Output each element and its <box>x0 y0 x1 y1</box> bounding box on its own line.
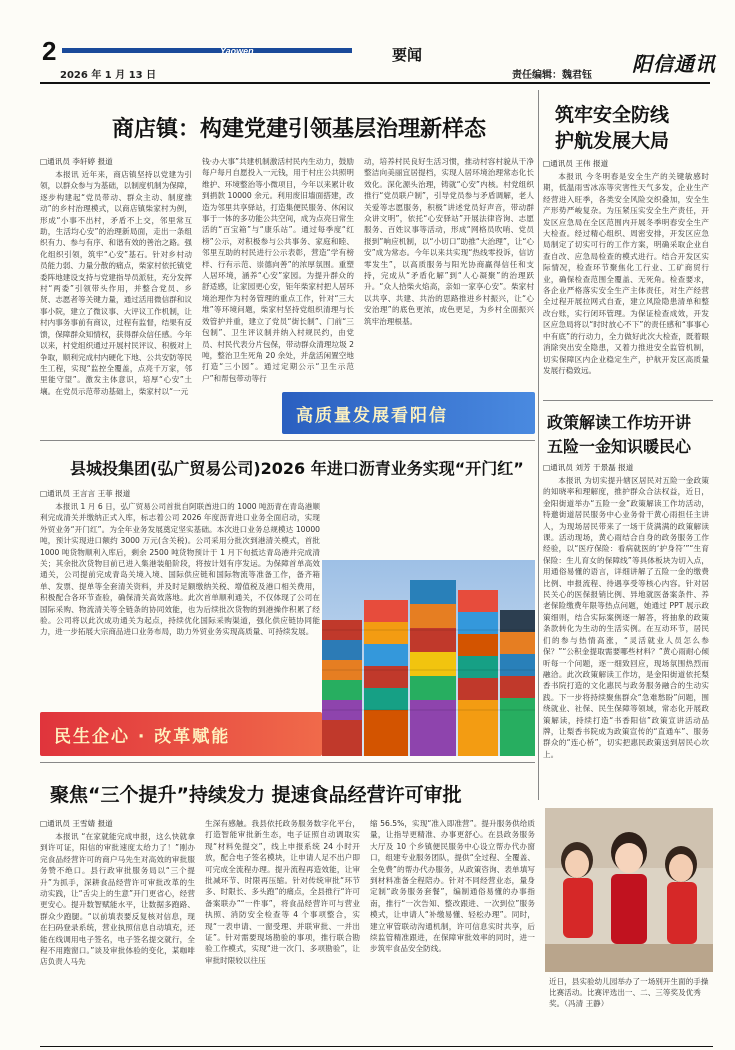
article-column-2 <box>202 156 354 383</box>
article-column <box>543 158 709 394</box>
section-divider <box>40 762 535 763</box>
paper-masthead: 阳信通讯 <box>632 52 716 76</box>
article-policy-workshop <box>543 404 713 804</box>
header-divider <box>40 82 710 84</box>
article-body <box>543 475 709 760</box>
article-body <box>543 171 709 376</box>
article-column-3 <box>364 156 534 388</box>
article-column-3 <box>370 818 535 1050</box>
paragraph: 缩 56.5%，实现“准入即准营”。提升服务供给质量，让指导更精准、办事更舒心。在县政务服务大厅及 10 个乡镇便民服务中心设立帮办代办窗口，组建专业服务团队，提供“全过程、全覆盖、全免费”的帮办代办服务，从政策咨询、表单填写到材料准备全程陪办。针对不同经营业态，量身定制“政务服务套餐”，编制通俗易懂的办事指南，推行“一次告知、整改跟进、一次到位”服务模式，让申请人“补缴易懂、轻松办理”。同时，建立审管联动沟通机制，许可信息实时共享，后续监管精准跟进，在保障审批效率的同时，进一步筑牢食品安全防线。 <box>370 819 535 954</box>
article-byline: □通讯员 王雪婧 报道 <box>40 819 113 828</box>
banner-quality-development <box>282 392 535 434</box>
banner-text: 民生企心 · 改革赋能 <box>54 727 231 747</box>
issue-date: 2026 年 1 月 13 日 <box>60 70 157 81</box>
article-body <box>205 818 360 966</box>
paragraph: 钱·办大事”共建机制激活村民内生动力，鼓励每户每月自愿投入一元钱，用于村庄公共照明维护、环境整治等小微项目，今年以来累计收到捐款 10000 余元。利用废旧墙面搭建，改造为邻里共享驿站，打造集便民服务、休闲议事于一体的多功能公共空间，成为点亮日常生活的“百宝箱”与“康乐站”。通过每季度“红榜”公示，对积极参与公共事务、家庭和睦、邻里互助的村民进行公示表彰，营造“学有榜样、行有示范、崇德向善”的浓厚氛围。重塑人居环境，涵养“心安”家园。为提升群众的舒适感，让家园更心安，钜年柴家村把人居环境治理作为村务管理的重点工作，针对“三大堆”等环境问题，柴家村坚持党组织清理与长效管护并重，建立了党员“街长制”、门前“三包制”、卫生评议制并纳入村规民约，由党员、村民代表分片包保，带动群众清理垃圾 2 吨，整治卫生死角 20 余处，并盘活闲置空地打造“三小园”。通过定期公示“卫生示范户”和帮包带动等行 <box>202 157 354 383</box>
article-title-line-2: 五险一金知识暖民心 <box>547 437 692 456</box>
paragraph: 动，培养村民良好生活习惯，推动村容村貌从干净整洁向美丽宜居提档，实现人居环境治理常态化长效化。深化源头治理，铸就“心安”内核。村党组织推行“党员联户制”，引导党员参与矛盾调解，老人关爱等志愿服务，积极“讲述党员好声音，带动群众讲文明”，依托“心安驿站”开展法律咨询、志愿服务、百姓议事等活动，形成“网格员吹哨、党员报到”响应机制，以“小切口”助推“大治理”，让“心安”成为常态。今年以来共实现“热线零投诉，信访零发生”，以高质服务与阳光协商赢得信任和支持，完成从“矛盾化解”到“人心凝聚”的治理跃升。“众人拾柴火焰高，亲如一家享心安”。柴家村以共享、共建、共治的思路推进乡村振兴，让“心安治理”的底色更浓，成色更足，为乡村全面振兴筑牢治理根基。 <box>364 157 534 326</box>
paragraph: 本报讯 近年来，商店镇坚持以党建为引领，以群众参与为基础，以制度机制为保障，逐步构建起“党员带动、群众主动、制度推动”的乡村治理模式，以商店镇柴家村为例，形成“小事不出村，矛盾不上交，邻里常互助，生活均心安”的治理新局面，走出一条组织有力、参与有序、和谐有效的善治之路。强化组织引领，筑牢“心安”基石。针对乡村动员能力弱、力量分散的痛点，柴家村依托镇党委阵地建设支持与党建指导员派驻，充分发挥村“两委”引领带头作用，并整合党员、乡贤、志愿者等关键力量，通过活用微信群和议事小院，建立了微议事、大评议工作机制，让村内事务事前有商议，过程有监督，结果有反馈，保障群众知情权，获得群众信任感。今年以来，村党组织通过开展村民评议、积极对上争取，顺利完成村内硬化下地、公共安防等民生工程，实现“监控全覆盖，点亮千万家，邻里能守望”。激发主体意识，培厚“心安”土壤。在党员示范带动基础上，柴家村以“一元 <box>40 170 192 396</box>
article-column-2 <box>205 818 360 1050</box>
article-title: 县城投集团(弘广贸易公司)2026 年进口沥青业务实现“开门红” <box>70 459 524 478</box>
article-column-1 <box>40 156 192 396</box>
section-divider <box>543 400 713 401</box>
page-number: 2 <box>42 36 57 66</box>
article-body <box>40 501 320 638</box>
column-divider <box>538 90 539 800</box>
section-divider <box>40 440 535 441</box>
kindergarten-photo <box>545 808 713 972</box>
editor-credit: 责任编辑：魏君钰 <box>512 70 592 81</box>
article-food-license <box>40 766 535 1050</box>
article-byline: □通讯员 刘芳 于景磊 报道 <box>543 463 634 472</box>
section-english: Yaowen <box>220 46 254 56</box>
article-body <box>370 818 535 955</box>
photo-caption: 近日，县实验幼儿园举办了一场别开生面的手操比赛活动。比赛评选出一、二、三等奖及优秀奖。（冯清 王静） <box>549 977 709 1008</box>
article-title-line-2: 护航发展大局 <box>555 130 670 152</box>
banner-text: 高质量发展看阳信 <box>296 406 448 426</box>
section-title: 要闻 <box>392 46 423 64</box>
header-rule <box>62 44 352 58</box>
paragraph: 生深有感触。我县依托政务服务数字化平台，打造智能审批新生态，电子证照自动调取实现“材料免提交”，线上申报系统 24 小时开放，配合电子签名模块，让申请人足不出户即可完成全流程办理。提升流程再造效能，让审批减环节、时限再压缩。针对传统审批“环节多、时限长、多头跑”的痛点，全县推行“许可备案联办”“一件事”，将食品经营许可与营业执照、消防安全检查等 4 个事项整合，实现“一表申请、一窗受理、并联审批、一并出证”。针对需要现场勘验的事项，推行联合勘验工作模式，实现“进一次门、多项勘验”，让审批时限较以往压 <box>205 819 360 965</box>
paragraph: 本报讯 “在家就能完成申报，这么快就拿到许可证，阳信的审批速度太给力了！”刚办完食品经营许可的商户马先生对高效的审批服务赞不绝口。县行政审批服务局以“三个提升”为抓手，深耕食品经营许可审批改革的生动实践，让“舌尖上的生意”开门更省心，经营更安心。提升数智赋能水平，让数据多跑路、群众少跑腿。“以前填表要反复核对信息，现在扫码登录系统，营业执照信息自动填充，还能在线调用电子签名，电子签名提交就行，全程不用跑窗口。”谈及审批体验的变化，某咖啡店负责人马先 <box>40 832 195 967</box>
article-title: 商店镇：构建党建引领基层治理新样态 <box>112 117 487 142</box>
article-body <box>40 831 195 968</box>
article-column-1 <box>40 818 195 1050</box>
article-body <box>364 156 534 327</box>
article-body <box>40 169 192 397</box>
paragraph: 本报讯 为切实提升辖区居民对五险一金政策的知晓率和理解度，推护群众合法权益，近日，金阳街道举办“五险一金”政策解读工作坊活动，特邀街道居民服务中心业务骨干黄心雨担任主讲人，为现场居民带来了一场干货满满的政策解读课。活动现场，黄心雨结合自身的政务服务工作经验，以“医疗保险：看病就医的‘护身符’”“生育保险：生儿育女的保障线”等具体板块为切入点，用通俗易懂的语言，详细讲解了五险一金的缴费比例、申报流程、待遇享受等核心内容。针对居民关心的医保报销比例、异地就医备案条件、养老保险缴费年限等热点问题，她通过 PPT 展示政策细则，结合实际案例逐一解答，将抽象的政策条款转化为生动的生活实例。在互动环节，居民们的参与热情高涨，“灵活就业人员怎么参保？”“公积金提取需要哪些材料？”黄心雨耐心倾听每一个问题，逐一细致回应，现场氛围热烈而融洽。此次政策解读工作坊，是金阳街道依托梨香书院打造的文化惠民与政务服务融合的生动实践。下一步将持续聚焦群众“急难愁盼”问题，围绕就业、社保、民生保障等领域，常态化开展政策解读，持续打造“书香阳信”政策宣讲活动品牌，让梨香书院成为政策宣传的“直通车”、服务群众的“连心桥”，切实把惠民政策送到居民心坎上。 <box>543 476 709 759</box>
article-column <box>543 462 709 802</box>
article-title-line-1: 筑牢安全防线 <box>555 104 670 126</box>
article-column <box>40 488 320 710</box>
article-safety <box>543 90 713 395</box>
page-header <box>0 0 735 80</box>
banner-livelihood-reform <box>40 712 322 756</box>
article-byline: □通讯员 李轩婷 报道 <box>40 157 113 166</box>
article-byline: □通讯员 王言言 王菲 报道 <box>40 489 131 498</box>
container-port-photo <box>322 560 535 756</box>
article-title-line-1: 政策解读工作坊开讲 <box>547 413 692 432</box>
article-body <box>202 156 354 384</box>
article-title: 聚焦“三个提升”持续发力 提速食品经营许可审批 <box>50 784 462 806</box>
paragraph: 本报讯 今冬明春是安全生产的关键敏感时期，低温雨雪冰冻等灾害性天气多发，企业生产经营进入旺季，各类安全风险交织叠加，安全生产形势严峻复杂。为压紧压实安全生产责任，开发区应急局在全区范围内开展冬季明春安全生产大检查。经过精心组织、周密安排，开发区应急局制定了切实可行的工作方案，明确采取企业自查自改、应急局检查的模式进行。结合开发区实际情况，检查环节聚焦化工行业、工矿商贸行业，确保检查范围全覆盖、无死角。检查要求，各企业严格落实安全生产主体责任，对生产经营全过程开展拉网式自查，建立风险隐患清单和整改台账，实行闭环管理。为保证检查成效，开发区应急局将以“时时放心不下”的责任感和“事事心中有底”的行动力，全力做好此次大检查，既着眼消除突出安全隐患，又着力推进安全监管机制，切实保障区内企业稳定生产，护航开发区高质量发展行稳致远。 <box>543 172 709 375</box>
container-stack-illustration <box>322 560 535 756</box>
page-bottom-rule <box>40 1046 713 1047</box>
article-shangdian <box>40 90 535 396</box>
paragraph: 本报讯 1 月 6 日，弘广贸易公司首批自阿联酋进口的 1000 吨沥青在青岛港顺利完成清关并缴纳正式入库，标志着公司 2026 年度沥青进口业务全面启动，实现外贸业务“开门红”。为全年业务发展奠定坚实基础。本次进口业务总规模达 10000 吨，预计实现进口额约 3000 万元(含关税)。公司采用分批次到港清关模式，首批 1000 吨货物顺利入库后，剩余 2500 吨货物预计于 1 月下旬抵达青岛港并完成清关；其余批次货物目前已进入集港装船阶段，将按计划有序发运。为保障首单高效通关，公司提前完成青岛关境入境、国际供应链和国际物流等准备工作，备齐箱单、发票、提单等全套清关资料，并及时足额缴纳关税、增值税及港口相关费用，积极配合各环节查验，确保清关高效落地。此次首单顺利通关，不仅体现了公司在国际采购、物流清关等全链条的协同效能，也为后续批次货物的到港操作积累了经验。公司将以此次成功通关为起点，持续优化国际采购渠道，强化供应链协同能力，进一步拓展大宗商品进口业务布局，助力外贸业务实现高质量、可持续发展。 <box>40 502 320 637</box>
children-performing-illustration <box>545 808 713 972</box>
article-byline: □通讯员 王伟 报道 <box>543 159 609 168</box>
